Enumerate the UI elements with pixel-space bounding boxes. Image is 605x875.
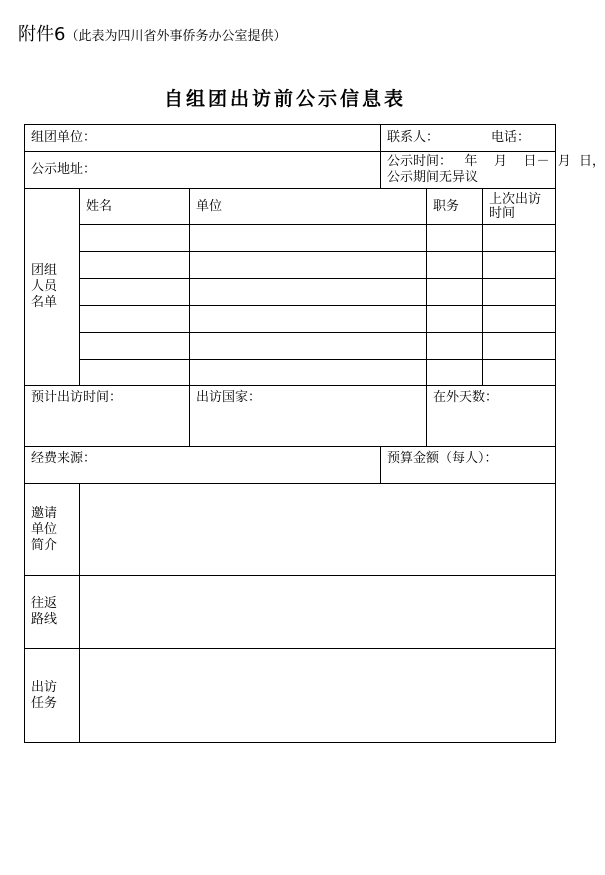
unit-column-header: 单位 [190, 189, 427, 225]
member-position-cell[interactable] [427, 306, 483, 333]
country-label: 出访国家： [196, 390, 262, 405]
member-name-cell[interactable] [80, 333, 190, 360]
name-column-header: 姓名 [80, 189, 190, 225]
member-position-cell[interactable] [427, 360, 483, 386]
task-field[interactable] [80, 649, 556, 743]
annex-number: 附件6 [18, 24, 66, 45]
route-section-label: 往返 路线 [25, 576, 80, 649]
member-unit-cell[interactable] [190, 333, 427, 360]
member-position-cell[interactable] [427, 279, 483, 306]
member-last-visit-cell[interactable] [483, 279, 556, 306]
member-unit-cell[interactable] [190, 225, 427, 252]
publicity-address-field[interactable] [25, 152, 381, 189]
member-position-cell[interactable] [427, 333, 483, 360]
invitation-intro-field[interactable] [80, 484, 556, 576]
member-unit-cell[interactable] [190, 360, 427, 386]
member-last-visit-cell[interactable] [483, 225, 556, 252]
member-last-visit-cell[interactable] [483, 360, 556, 386]
member-position-cell[interactable] [427, 225, 483, 252]
invitation-section-label: 邀请 单位 简介 [25, 484, 80, 576]
member-name-cell[interactable] [80, 279, 190, 306]
member-name-cell[interactable] [80, 225, 190, 252]
phone-label: 电话： [491, 130, 531, 145]
member-last-visit-cell[interactable] [483, 252, 556, 279]
no-objection-text: 公示期间无异议 [387, 170, 479, 185]
country-field[interactable] [190, 386, 427, 447]
member-position-cell[interactable] [427, 252, 483, 279]
publicity-time-field[interactable] [381, 152, 605, 189]
route-field[interactable] [80, 576, 556, 649]
member-name-cell[interactable] [80, 360, 190, 386]
contact-person-label: 联系人： [387, 130, 440, 145]
last-visit-column-header: 上次出访时间 [483, 189, 556, 225]
form-title: 自组团出访前公示信息表 [163, 88, 406, 110]
days-abroad-label: 在外天数： [433, 390, 499, 405]
member-unit-cell[interactable] [190, 279, 427, 306]
publicity-address-label: 公示地址： [31, 162, 97, 177]
publicity-info-form [24, 124, 605, 743]
members-section-label: 团组 人员 名单 [25, 189, 80, 386]
source-note: （此表为四川省外事侨务办公室提供） [65, 29, 287, 44]
funding-source-label: 经费来源： [31, 451, 97, 466]
page-header [18, 20, 286, 46]
funding-source-field[interactable] [25, 447, 381, 484]
budget-label: 预算金额（每人）： [387, 451, 498, 466]
member-last-visit-cell[interactable] [483, 306, 556, 333]
member-unit-cell[interactable] [190, 306, 427, 333]
member-name-cell[interactable] [80, 306, 190, 333]
publicity-time-label: 公示时间： 年 月 日－ 月 日， [387, 154, 605, 169]
days-abroad-field[interactable] [427, 386, 556, 447]
contact-phone-field[interactable] [381, 125, 556, 152]
planned-time-field[interactable] [25, 386, 190, 447]
member-last-visit-cell[interactable] [483, 333, 556, 360]
group-unit-label: 组团单位： [31, 130, 97, 145]
budget-field[interactable] [381, 447, 556, 484]
task-section-label: 出访 任务 [25, 649, 80, 743]
member-name-cell[interactable] [80, 252, 190, 279]
position-column-header: 职务 [427, 189, 483, 225]
group-unit-field[interactable] [25, 125, 381, 152]
member-unit-cell[interactable] [190, 252, 427, 279]
planned-time-label: 预计出访时间： [31, 390, 123, 405]
